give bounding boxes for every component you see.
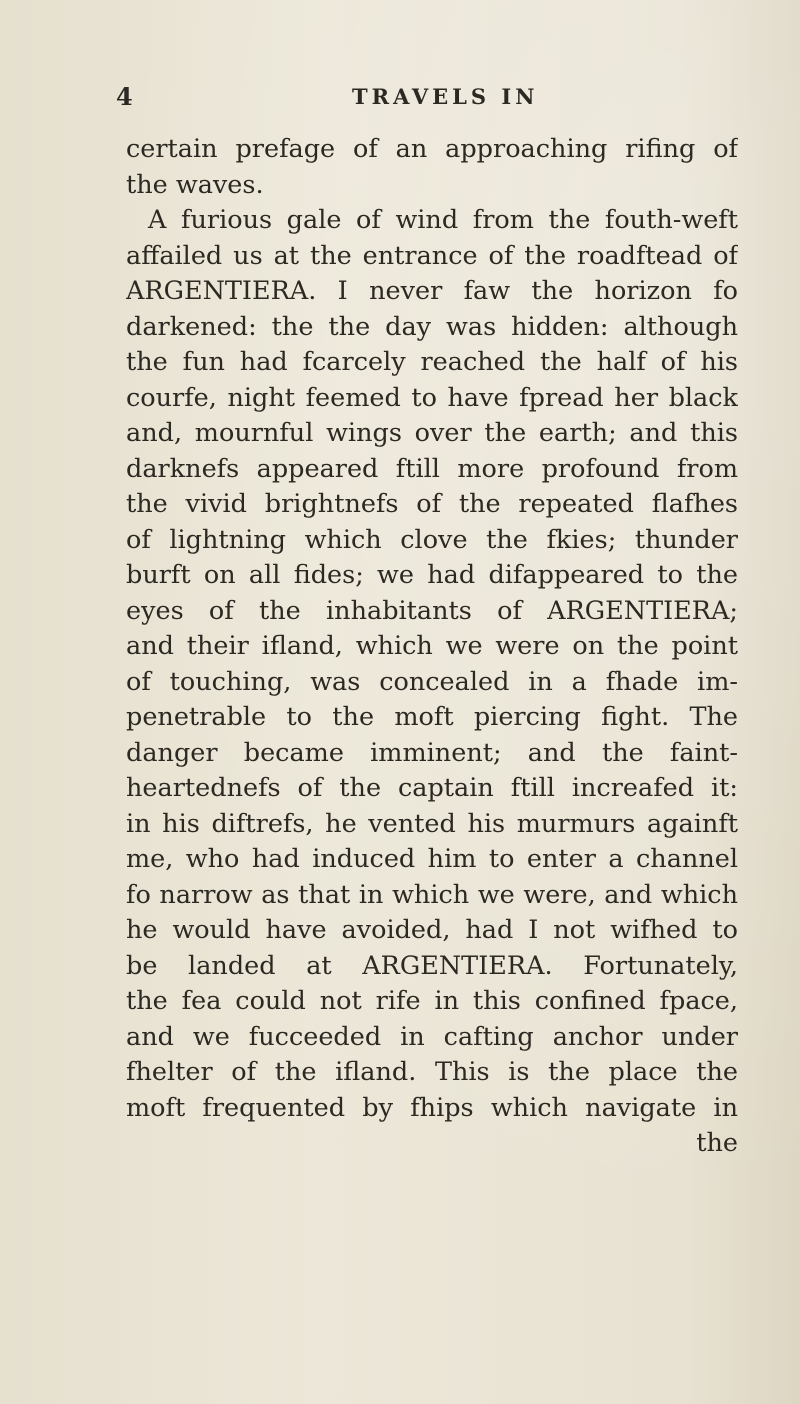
text-line: affailed us at the entrance of the roadftead of: [126, 240, 738, 271]
text-line: and their ifland, which we were on the point: [126, 631, 738, 661]
text-line: he would have avoided, had I not wifhed to: [126, 915, 738, 945]
text-line: be landed at ARGENTIERA. Fortunately,: [126, 950, 738, 981]
text-line: and, mournful wings over the earth; and this: [126, 418, 738, 448]
text-line: darkened: the the day was hidden: although: [126, 311, 738, 342]
text-line: certain prefage of an approaching rifing of: [126, 134, 738, 164]
text-line: darknefs appeared ftill more profound from: [126, 453, 738, 484]
text-line: fo narrow as that in which we were, and which: [126, 879, 738, 910]
catchword: the: [696, 1128, 738, 1158]
text-line: danger became imminent; and the faint-: [126, 737, 738, 768]
body-text: [126, 132, 738, 1162]
text-line: A furious gale of wind from the fouth-weft: [148, 205, 738, 235]
text-line: penetrable to the moft piercing fight. The: [126, 702, 738, 732]
page-number: 4: [116, 82, 133, 111]
text-line: the waves.: [126, 169, 264, 200]
text-line: fhelter of the ifland. This is the place the: [126, 1057, 738, 1087]
text-line: of touching, was concealed in a fhade im-: [126, 666, 738, 697]
text-line: of lightning which clove the fkies; thunder: [126, 524, 738, 555]
text-line: the vivid brightnefs of the repeated flafhes: [126, 489, 738, 519]
page-header: [116, 82, 716, 118]
text-line: ARGENTIERA. I never faw the horizon fo: [126, 276, 738, 306]
running-head: TRAVELS IN: [352, 84, 539, 109]
text-line: in his diftrefs, he vented his murmurs againft: [126, 808, 738, 839]
text-line: burft on all fides; we had difappeared to the: [126, 560, 738, 590]
text-line: the fun had fcarcely reached the half of his: [126, 347, 738, 377]
text-line: me, who had induced him to enter a channel: [126, 844, 738, 874]
text-line: heartednefs of the captain ftill increafed it:: [126, 773, 738, 803]
text-line: and we fucceeded in cafting anchor under: [126, 1021, 738, 1052]
text-line: courfe, night feemed to have fpread her black: [126, 382, 738, 413]
text-line: the fea could not rife in this confined fpace,: [126, 986, 738, 1016]
text-line: moft frequented by fhips which navigate in: [126, 1092, 738, 1123]
text-line: eyes of the inhabitants of ARGENTIERA;: [126, 595, 738, 626]
